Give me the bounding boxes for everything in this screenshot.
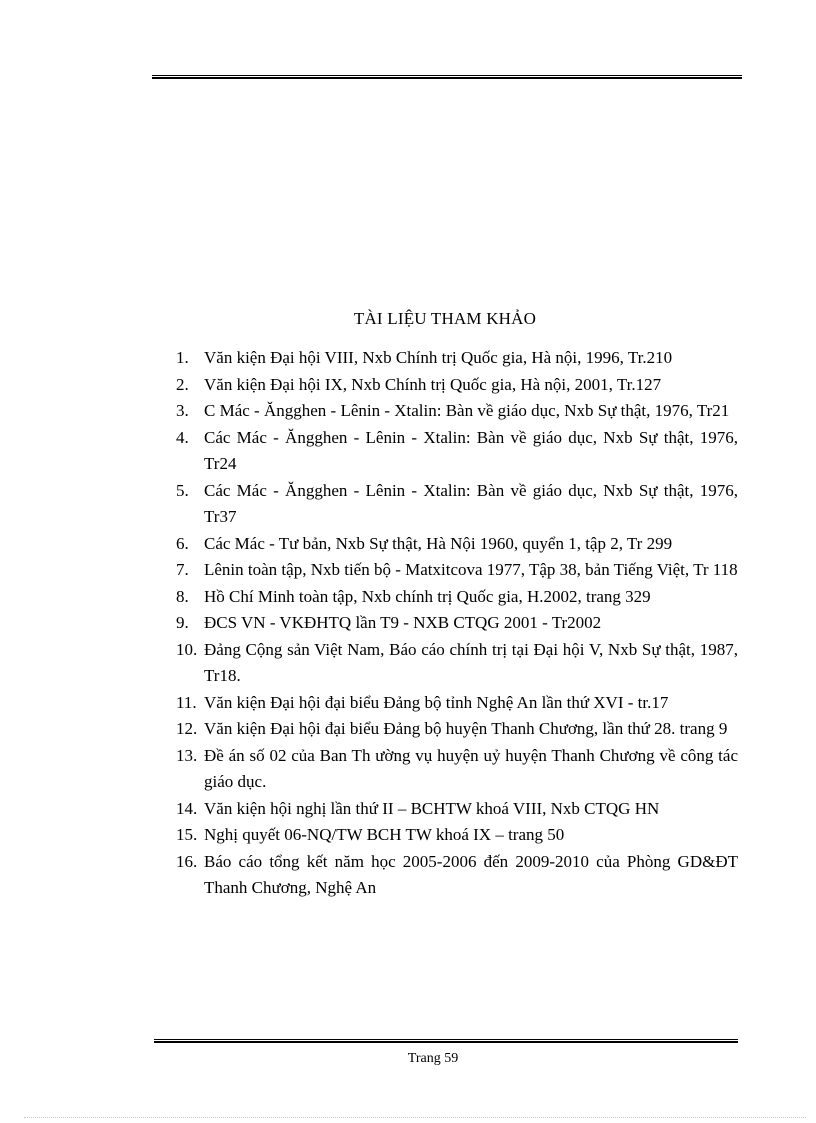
item-text: Văn kiện Đại hội đại biểu Đảng bộ huyện Thanh Chương, lần thứ 28. trang 9: [204, 719, 728, 738]
footer-rule: [154, 1039, 738, 1043]
item-number: 6.: [176, 533, 189, 553]
item-number: 1.: [176, 348, 189, 367]
list-item: [176, 796, 738, 823]
item-text: ĐCS VN - VKĐHTQ lần T9 - NXB CTQG 2001 - Tr2002: [204, 613, 602, 632]
list-item: [176, 345, 738, 372]
list-item: [176, 716, 738, 743]
list-item: [176, 584, 738, 611]
item-text: Các Mác - Tư bản, Nxb Sự thật, Hà Nội 1960, quyển 1, tập 2, Tr 299: [204, 533, 673, 553]
item-number: 10.: [176, 639, 198, 659]
item-number: 5.: [176, 480, 189, 500]
list-item: [176, 743, 738, 796]
item-number: 3.: [176, 401, 189, 420]
reference-list: [176, 345, 738, 902]
header-rule: [152, 75, 742, 79]
list-item: [176, 849, 738, 902]
item-number: 16.: [176, 851, 198, 871]
item-number: 8.: [176, 586, 189, 606]
item-number: 4.: [176, 427, 189, 447]
list-item: [176, 610, 738, 637]
list-item: [176, 425, 738, 478]
list-item: [176, 478, 738, 531]
item-text: Văn kiện Đại hội VIII, Nxb Chính trị Quốc gia, Hà nội, 1996, Tr.210: [204, 348, 673, 367]
item-number: 14.: [176, 798, 198, 818]
item-number: 2.: [176, 374, 189, 394]
item-text: Lênin toàn tập, Nxb tiến bộ - Matxitcova 1977, Tập 38, bản Tiếng Việt, Tr 118: [204, 560, 738, 579]
list-item: [176, 690, 738, 717]
item-text: Văn kiện hội nghị lần thứ II – BCHTW khoá VIII, Nxb CTQG HN: [204, 798, 660, 818]
list-item: [176, 557, 738, 584]
list-item: [176, 531, 738, 558]
item-text: Nghị quyết 06-NQ/TW BCH TW khoá IX – trang 50: [204, 825, 565, 844]
list-item: [176, 372, 738, 399]
list-item: [176, 822, 738, 849]
list-item: [176, 398, 738, 425]
list-item: [176, 637, 738, 690]
page-title: TÀI LIỆU THAM KHẢO: [353, 309, 537, 328]
item-number: 7.: [176, 560, 189, 579]
page-number: Trang 59: [407, 1051, 459, 1066]
item-number: 15.: [176, 825, 198, 844]
item-number: 11.: [176, 692, 197, 712]
item-text: Đảng Cộng sản Việt Nam, Báo cáo chính trị tại Đại hội V, Nxb Sự thật, 1987, Tr18.: [204, 639, 738, 685]
item-text: Văn kiện Đại hội đại biểu Đảng bộ tỉnh Nghệ An lần thứ XVI - tr.17: [204, 692, 669, 712]
page-edge-divider: [24, 1117, 806, 1118]
item-text: Đề án số 02 của Ban Th ường vụ huyện uỷ huyện Thanh Chương về công tác giáo dục.: [204, 745, 738, 791]
item-number: 13.: [176, 745, 198, 765]
item-text: Các Mác - Ăngghen - Lênin - Xtalin: Bàn về giáo dục, Nxb Sự thật, 1976, Tr37: [204, 480, 738, 526]
item-number: 12.: [176, 719, 198, 738]
item-text: C Mác - Ăngghen - Lênin - Xtalin: Bàn về giáo dục, Nxb Sự thật, 1976, Tr21: [204, 401, 730, 420]
item-number: 9.: [176, 613, 189, 632]
item-text: Các Mác - Ăngghen - Lênin - Xtalin: Bàn về giáo dục, Nxb Sự thật, 1976, Tr24: [204, 427, 738, 473]
item-text: Văn kiện Đại hội IX, Nxb Chính trị Quốc gia, Hà nội, 2001, Tr.127: [204, 374, 662, 394]
item-text: Báo cáo tổng kết năm học 2005-2006 đến 2009-2010 của Phòng GD&ĐT Thanh Chương, Nghệ An: [204, 851, 738, 897]
item-text: Hồ Chí Minh toàn tập, Nxb chính trị Quốc gia, H.2002, trang 329: [204, 586, 651, 606]
